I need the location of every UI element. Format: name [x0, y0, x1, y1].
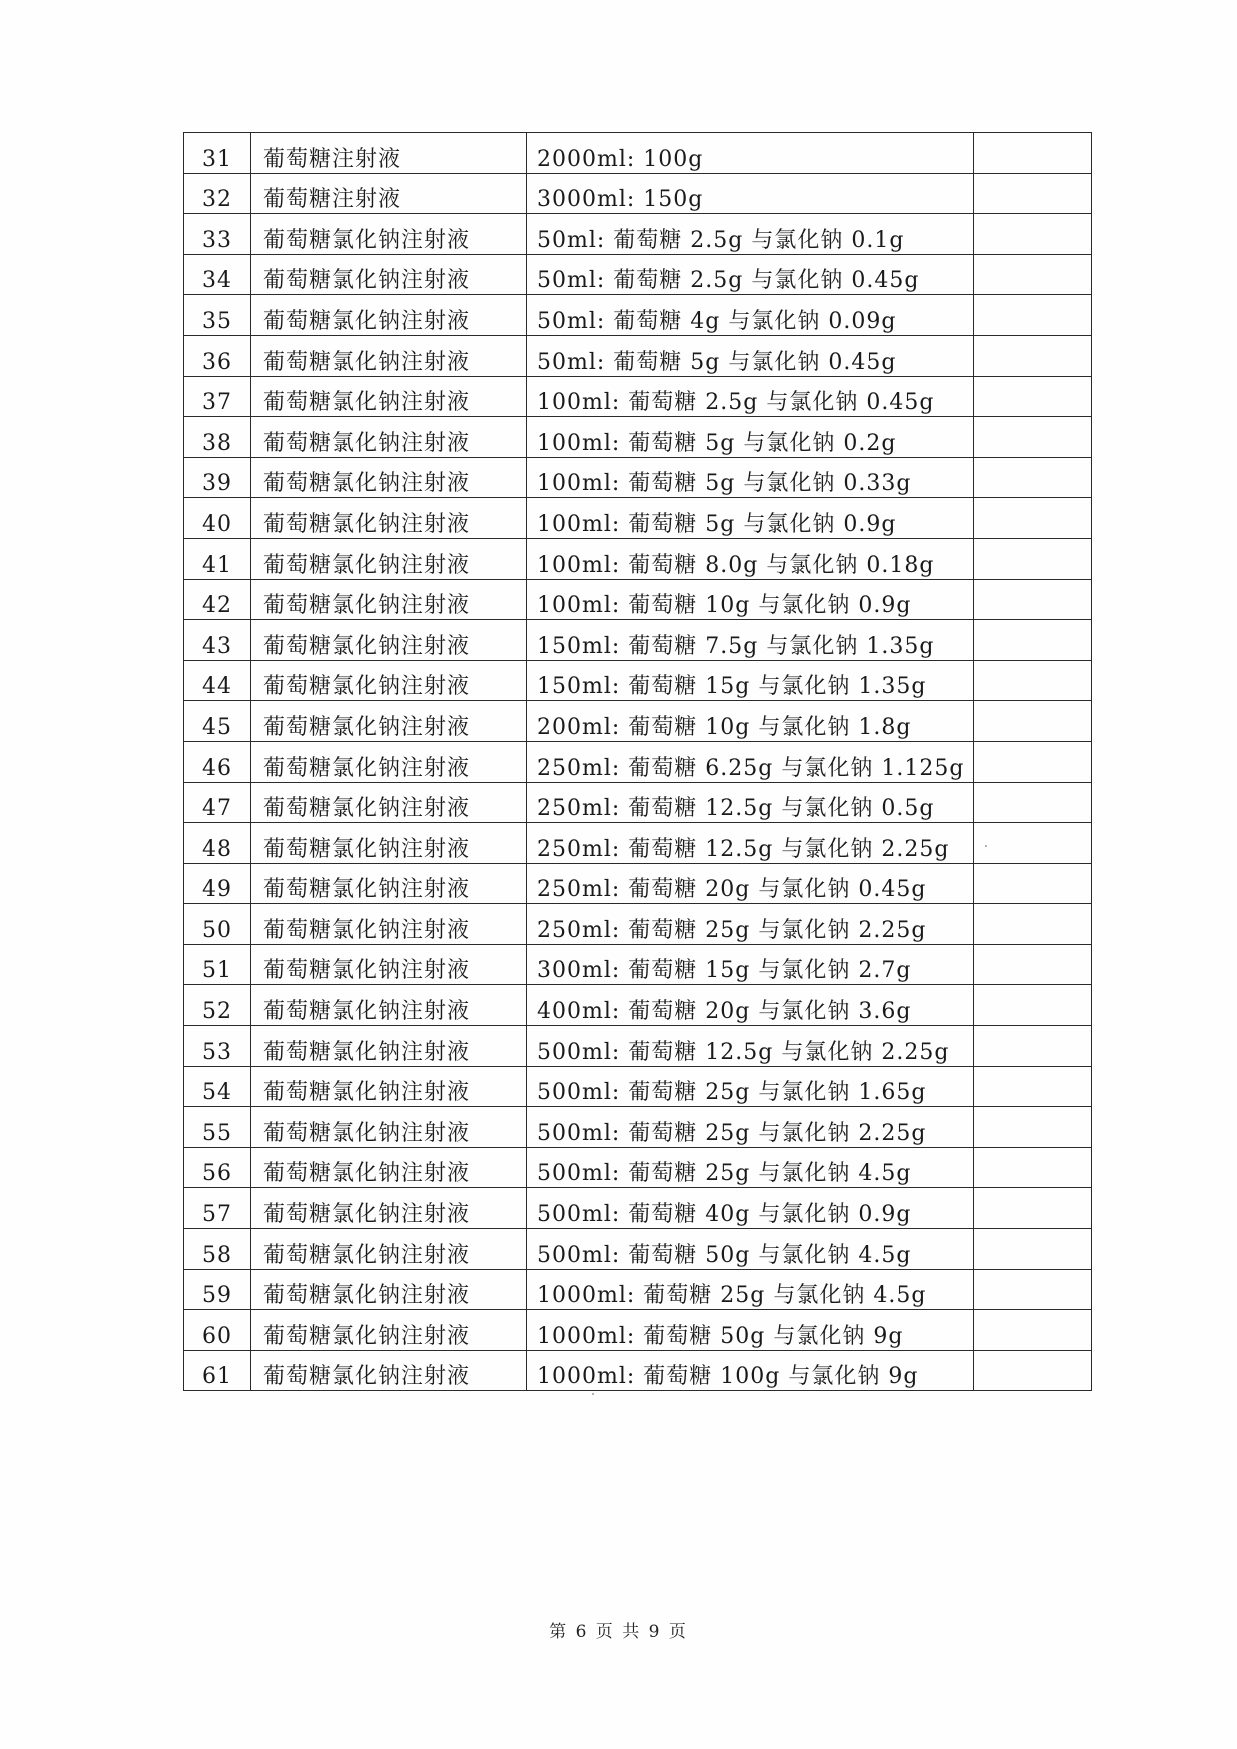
table-row [184, 660, 1092, 701]
remark-cell [974, 1229, 1092, 1270]
row-number-cell: 50 [184, 904, 251, 945]
row-number-cell: 54 [184, 1066, 251, 1107]
drug-name-cell: 葡萄糖氯化钠注射液 [251, 985, 527, 1026]
row-number-cell: 39 [184, 457, 251, 498]
row-number-cell: 59 [184, 1269, 251, 1310]
drug-name-cell: 葡萄糖氯化钠注射液 [251, 944, 527, 985]
drug-list-table [183, 132, 1092, 1391]
specification-cell: 500ml: 葡萄糖 25g 与氯化钠 2.25g [527, 1107, 974, 1148]
table-row [184, 985, 1092, 1026]
table-row [184, 417, 1092, 458]
row-number-cell: 47 [184, 782, 251, 823]
remark-cell [974, 295, 1092, 336]
remark-cell [974, 1310, 1092, 1351]
remark-cell [974, 944, 1092, 985]
remark-cell [974, 1350, 1092, 1391]
remark-cell [974, 701, 1092, 742]
row-number-cell: 49 [184, 863, 251, 904]
drug-name-cell: 葡萄糖氯化钠注射液 [251, 660, 527, 701]
row-number-cell: 38 [184, 417, 251, 458]
specification-cell: 300ml: 葡萄糖 15g 与氯化钠 2.7g [527, 944, 974, 985]
row-number-cell: 31 [184, 133, 251, 174]
specification-cell: 500ml: 葡萄糖 40g 与氯化钠 0.9g [527, 1188, 974, 1229]
drug-name-cell: 葡萄糖氯化钠注射液 [251, 782, 527, 823]
specification-cell: 1000ml: 葡萄糖 100g 与氯化钠 9g [527, 1350, 974, 1391]
specification-cell: 500ml: 葡萄糖 25g 与氯化钠 4.5g [527, 1147, 974, 1188]
remark-cell [974, 660, 1092, 701]
specification-cell: 250ml: 葡萄糖 12.5g 与氯化钠 0.5g [527, 782, 974, 823]
table-row [184, 579, 1092, 620]
remark-cell [974, 1147, 1092, 1188]
table-row [184, 1350, 1092, 1391]
specification-cell: 100ml: 葡萄糖 5g 与氯化钠 0.9g [527, 498, 974, 539]
drug-name-cell: 葡萄糖氯化钠注射液 [251, 1066, 527, 1107]
drug-name-cell: 葡萄糖氯化钠注射液 [251, 863, 527, 904]
table-row [184, 376, 1092, 417]
drug-name-cell: 葡萄糖氯化钠注射液 [251, 457, 527, 498]
row-number-cell: 36 [184, 335, 251, 376]
table-row [184, 944, 1092, 985]
table-row [184, 823, 1092, 864]
table-row [184, 457, 1092, 498]
remark-cell [974, 538, 1092, 579]
specification-cell: 1000ml: 葡萄糖 50g 与氯化钠 9g [527, 1310, 974, 1351]
remark-cell [974, 457, 1092, 498]
remark-cell [974, 214, 1092, 255]
remark-cell [974, 417, 1092, 458]
row-number-cell: 43 [184, 620, 251, 661]
table-row [184, 1026, 1092, 1067]
specification-cell: 100ml: 葡萄糖 2.5g 与氯化钠 0.45g [527, 376, 974, 417]
table-row [184, 335, 1092, 376]
specification-cell: 50ml: 葡萄糖 2.5g 与氯化钠 0.45g [527, 254, 974, 295]
remark-cell [974, 904, 1092, 945]
row-number-cell: 56 [184, 1147, 251, 1188]
table-row [184, 498, 1092, 539]
drug-name-cell: 葡萄糖氯化钠注射液 [251, 1107, 527, 1148]
row-number-cell: 44 [184, 660, 251, 701]
table-row [184, 863, 1092, 904]
drug-name-cell: 葡萄糖氯化钠注射液 [251, 1350, 527, 1391]
remark-cell [974, 579, 1092, 620]
remark-cell [974, 1066, 1092, 1107]
specification-cell: 100ml: 葡萄糖 10g 与氯化钠 0.9g [527, 579, 974, 620]
row-number-cell: 33 [184, 214, 251, 255]
specification-cell: 150ml: 葡萄糖 7.5g 与氯化钠 1.35g [527, 620, 974, 661]
table-row [184, 254, 1092, 295]
drug-name-cell: 葡萄糖氯化钠注射液 [251, 1269, 527, 1310]
row-number-cell: 45 [184, 701, 251, 742]
specification-cell: 250ml: 葡萄糖 20g 与氯化钠 0.45g [527, 863, 974, 904]
specification-cell: 500ml: 葡萄糖 12.5g 与氯化钠 2.25g [527, 1026, 974, 1067]
row-number-cell: 35 [184, 295, 251, 336]
row-number-cell: 52 [184, 985, 251, 1026]
table-row [184, 701, 1092, 742]
drug-name-cell: 葡萄糖氯化钠注射液 [251, 620, 527, 661]
row-number-cell: 32 [184, 173, 251, 214]
drug-name-cell: 葡萄糖氯化钠注射液 [251, 335, 527, 376]
table-row [184, 1229, 1092, 1270]
specification-cell: 100ml: 葡萄糖 8.0g 与氯化钠 0.18g [527, 538, 974, 579]
table-row [184, 1269, 1092, 1310]
row-number-cell: 51 [184, 944, 251, 985]
drug-name-cell: 葡萄糖氯化钠注射液 [251, 1188, 527, 1229]
drug-name-cell: 葡萄糖氯化钠注射液 [251, 1026, 527, 1067]
table-row [184, 1147, 1092, 1188]
specification-cell: 250ml: 葡萄糖 25g 与氯化钠 2.25g [527, 904, 974, 945]
specification-cell: 50ml: 葡萄糖 4g 与氯化钠 0.09g [527, 295, 974, 336]
specification-cell: 400ml: 葡萄糖 20g 与氯化钠 3.6g [527, 985, 974, 1026]
row-number-cell: 55 [184, 1107, 251, 1148]
table-body [184, 133, 1092, 1391]
table-row [184, 782, 1092, 823]
remark-cell [974, 1188, 1092, 1229]
row-number-cell: 61 [184, 1350, 251, 1391]
remark-cell [974, 173, 1092, 214]
row-number-cell: 41 [184, 538, 251, 579]
specification-cell: 100ml: 葡萄糖 5g 与氯化钠 0.33g [527, 457, 974, 498]
page-number: 第 6 页 共 9 页 [549, 1622, 688, 1642]
drug-name-cell: 葡萄糖氯化钠注射液 [251, 1229, 527, 1270]
drug-name-cell: 葡萄糖氯化钠注射液 [251, 417, 527, 458]
specification-cell: 500ml: 葡萄糖 50g 与氯化钠 4.5g [527, 1229, 974, 1270]
table-row [184, 214, 1092, 255]
row-number-cell: 42 [184, 579, 251, 620]
scan-speck [985, 845, 987, 847]
remark-cell [974, 823, 1092, 864]
drug-name-cell: 葡萄糖氯化钠注射液 [251, 538, 527, 579]
specification-cell: 150ml: 葡萄糖 15g 与氯化钠 1.35g [527, 660, 974, 701]
drug-name-cell: 葡萄糖氯化钠注射液 [251, 376, 527, 417]
remark-cell [974, 498, 1092, 539]
scan-speck [592, 1393, 594, 1395]
row-number-cell: 40 [184, 498, 251, 539]
drug-name-cell: 葡萄糖氯化钠注射液 [251, 904, 527, 945]
drug-name-cell: 葡萄糖注射液 [251, 133, 527, 174]
specification-cell: 250ml: 葡萄糖 6.25g 与氯化钠 1.125g [527, 741, 974, 782]
row-number-cell: 46 [184, 741, 251, 782]
specification-cell: 100ml: 葡萄糖 5g 与氯化钠 0.2g [527, 417, 974, 458]
remark-cell [974, 863, 1092, 904]
specification-cell: 3000ml: 150g [527, 173, 974, 214]
remark-cell [974, 133, 1092, 174]
row-number-cell: 60 [184, 1310, 251, 1351]
specification-cell: 200ml: 葡萄糖 10g 与氯化钠 1.8g [527, 701, 974, 742]
drug-name-cell: 葡萄糖氯化钠注射液 [251, 579, 527, 620]
row-number-cell: 58 [184, 1229, 251, 1270]
row-number-cell: 37 [184, 376, 251, 417]
table-row [184, 173, 1092, 214]
table-row [184, 1310, 1092, 1351]
remark-cell [974, 620, 1092, 661]
table-row [184, 904, 1092, 945]
row-number-cell: 48 [184, 823, 251, 864]
remark-cell [974, 782, 1092, 823]
remark-cell [974, 335, 1092, 376]
specification-cell: 500ml: 葡萄糖 25g 与氯化钠 1.65g [527, 1066, 974, 1107]
row-number-cell: 57 [184, 1188, 251, 1229]
drug-name-cell: 葡萄糖氯化钠注射液 [251, 701, 527, 742]
specification-cell: 50ml: 葡萄糖 5g 与氯化钠 0.45g [527, 335, 974, 376]
table-row [184, 1188, 1092, 1229]
table-row [184, 295, 1092, 336]
remark-cell [974, 1269, 1092, 1310]
drug-name-cell: 葡萄糖氯化钠注射液 [251, 1147, 527, 1188]
table-row [184, 741, 1092, 782]
drug-name-cell: 葡萄糖氯化钠注射液 [251, 214, 527, 255]
specification-cell: 1000ml: 葡萄糖 25g 与氯化钠 4.5g [527, 1269, 974, 1310]
drug-name-cell: 葡萄糖注射液 [251, 173, 527, 214]
table-row [184, 133, 1092, 174]
remark-cell [974, 741, 1092, 782]
table-row [184, 1066, 1092, 1107]
specification-cell: 50ml: 葡萄糖 2.5g 与氯化钠 0.1g [527, 214, 974, 255]
remark-cell [974, 254, 1092, 295]
table-row [184, 1107, 1092, 1148]
remark-cell [974, 376, 1092, 417]
drug-name-cell: 葡萄糖氯化钠注射液 [251, 823, 527, 864]
remark-cell [974, 1107, 1092, 1148]
row-number-cell: 34 [184, 254, 251, 295]
remark-cell [974, 985, 1092, 1026]
remark-cell [974, 1026, 1092, 1067]
drug-name-cell: 葡萄糖氯化钠注射液 [251, 498, 527, 539]
specification-cell: 2000ml: 100g [527, 133, 974, 174]
drug-name-cell: 葡萄糖氯化钠注射液 [251, 295, 527, 336]
drug-name-cell: 葡萄糖氯化钠注射液 [251, 741, 527, 782]
table-row [184, 538, 1092, 579]
specification-cell: 250ml: 葡萄糖 12.5g 与氯化钠 2.25g [527, 823, 974, 864]
table-row [184, 620, 1092, 661]
row-number-cell: 53 [184, 1026, 251, 1067]
drug-name-cell: 葡萄糖氯化钠注射液 [251, 1310, 527, 1351]
drug-name-cell: 葡萄糖氯化钠注射液 [251, 254, 527, 295]
